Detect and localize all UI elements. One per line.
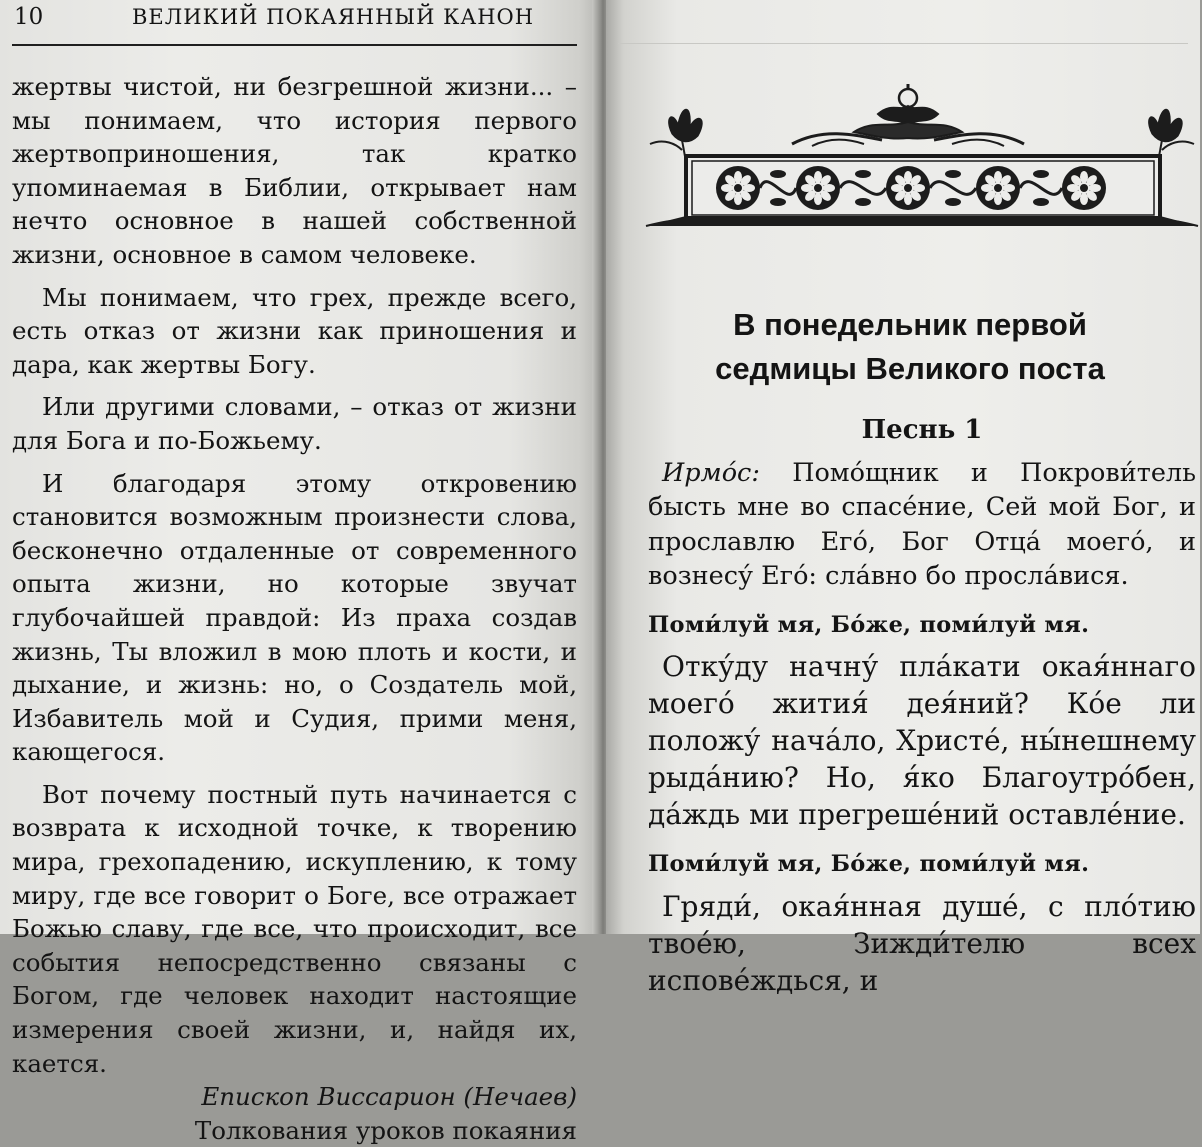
headpiece-ornament xyxy=(642,84,1202,234)
heading-line: В понедельник первой xyxy=(733,307,1087,342)
paragraph: Вот почему постный путь начинается с возврата к исходной точке, к творению мира, грехопадению, искуплению, к тому миру, где все говорит о Боге, все отражает Божью славу, где все, что происходит, все события непосредственно связаны с Богом, где человек находит настоящие измерения своей жизни, и, найдя их, кается. xyxy=(12,779,577,1078)
header-rule xyxy=(618,43,1188,44)
left-page xyxy=(0,0,598,1145)
heading-line: седмицы Великого поста xyxy=(715,351,1105,386)
leaf xyxy=(770,170,786,178)
rosette xyxy=(796,166,840,210)
leaf xyxy=(855,198,871,206)
paragraph: Или другими словами, – отказ от жизни для Бога и по-Божьему. xyxy=(12,392,577,455)
irmos xyxy=(648,456,1196,594)
section-heading xyxy=(630,303,1190,391)
song-title: Песнь 1 xyxy=(861,415,983,445)
right-page xyxy=(606,0,1200,997)
right-body-text xyxy=(648,413,1196,999)
rosette xyxy=(886,166,930,210)
leaf xyxy=(945,170,961,178)
leaf xyxy=(945,198,961,206)
source-title: Толкования уроков покаяния xyxy=(194,1115,577,1145)
header-rule xyxy=(12,44,577,46)
irmos-label: Ирмо́с: xyxy=(662,457,760,488)
refrain: Поми́луй мя, Бо́же, поми́луй мя. xyxy=(648,851,1090,877)
rosette xyxy=(976,166,1020,210)
paragraph: И благодаря этому откровению становится возможным произнести слова, бесконечно отдаленные от современного опыта жизни, но которые звучат глубочайшей правдой: Из праха создав жизнь, Ты вложил в мою плоть и кости, и дыхание, и жизнь: но, о Создатель мой, Избавитель мой и Судия, прими меня, кающегося. xyxy=(12,468,577,767)
leaf xyxy=(770,198,786,206)
page-number: 10 xyxy=(14,4,44,30)
irmos-text: Помо́щник и Покрови́тель бысть мне во спасе́ние, Сей мой Бог, и прославлю Его́, Бог Отца́ моего́, и вознесу́ Его́: сла́вно бо просла́вися. xyxy=(648,457,1196,591)
rosette xyxy=(716,166,760,210)
author-attribution: Епископ Виссарион (Нечаев) xyxy=(201,1082,577,1112)
leaf xyxy=(855,170,871,178)
running-title: ВЕЛИКИЙ ПОКАЯННЫЙ КАНОН xyxy=(132,5,535,29)
running-head xyxy=(14,2,578,42)
troparion: Отку́ду начну́ пла́кати окая́ннаго моего́ жития́ дея́ний? Ко́е ли положу́ нача́ло, Христе́, ны́нешнему рыда́нию? Но, я́ко Благоутро́бен, да́ждь ми прегреше́ний оставле́ние. xyxy=(648,650,1196,831)
leaf xyxy=(1033,170,1049,178)
paragraph: жертвы чистой, ни безгрешной жизни... – мы понимаем, что история первого жертвоприношения, так кратко упоминаемая в Библии, открывает нам нечто основное в нашей собственной жизни, основное в самом человеке. xyxy=(12,72,577,269)
leaf xyxy=(1033,198,1049,206)
rosette xyxy=(1062,166,1106,210)
paragraph: Мы понимаем, что грех, прежде всего, есть отказ от жизни как приношения и дара, как жертвы Богу. xyxy=(12,282,577,379)
left-body-text xyxy=(12,70,577,1147)
troparion: Гряди́, окая́нная душе́, с пло́тию твое́ю, Зижди́телю всех испове́ждься, и xyxy=(648,889,1196,997)
refrain: Поми́луй мя, Бо́же, поми́луй мя. xyxy=(648,611,1090,638)
